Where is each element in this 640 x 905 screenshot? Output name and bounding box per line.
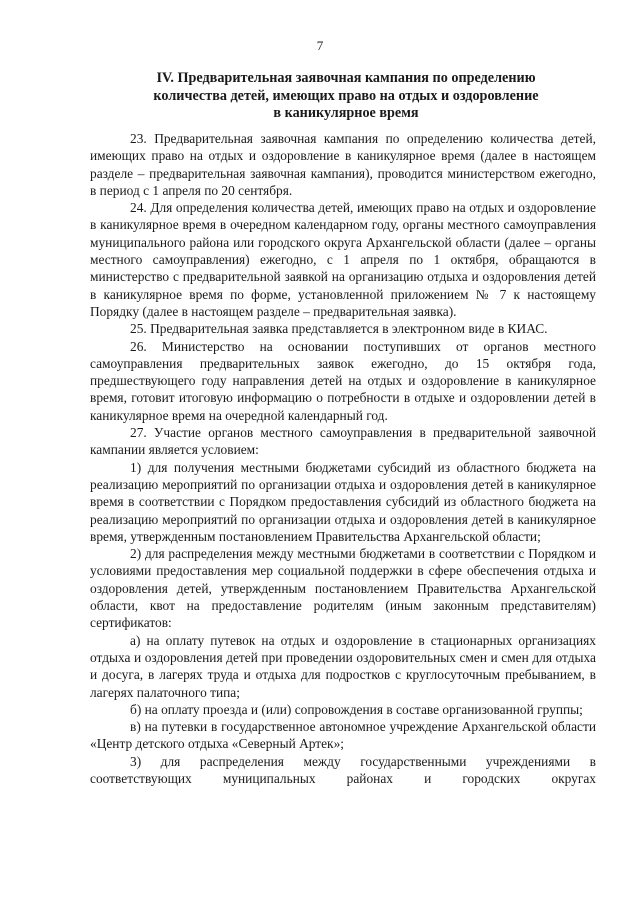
list-item-2: 2) для распределения между местными бюджетами в соответствии с Порядком и условиями предоставления мер социальной поддержки в сфере обеспечения отдыха и оздоровления детей, утвержденным постановлением Правительства Архангельской области, квот на предоставление родителям (иным законным представителям) сертификатов: <box>90 546 596 631</box>
list-item-1: 1) для получения местными бюджетами субсидий из областного бюджета на реализацию мероприятий по организации отдыха и оздоровления детей в каникулярное время в соответствии с Порядком предоставления субсидий из областного бюджета на реализацию мероприятий по организации отдыха и оздоровления детей в каникулярное время, утвержденным постановлением Правительства Архангельской области; <box>90 459 596 544</box>
section-heading-line: в каникулярное время <box>273 105 419 121</box>
paragraph-26: 26. Министерство на основании поступивших от органов местного самоуправления предварительных заявок ежегодно, до 15 октября года, предшествующего году направления детей на отдых и оздоровление в каникулярное время, готовит итоговую информацию о потребности в отдыхе и оздоровлении детей в каникулярное время на очередной календарный год. <box>90 338 596 423</box>
list-item-3: 3) для распределения между государственными учреждениями в соответствующих муниципальных районах и городских округах <box>90 753 596 786</box>
section-heading-line: IV. Предварительная заявочная кампания по определению <box>156 70 536 86</box>
sublist-item-a: а) на оплату путевок на отдых и оздоровление в стационарных организациях отдыха и оздоровления детей при проведении оздоровительных смен и смен для отдыха и досуга, в лагерях труда и отдыха для подростков с круглосуточным пребыванием, в лагерях палаточного типа; <box>90 632 596 700</box>
document-body <box>90 130 596 787</box>
page-number: 7 <box>316 38 324 53</box>
paragraph-25: 25. Предварительная заявка представляется в электронном виде в КИАС. <box>130 321 548 337</box>
paragraph-24: 24. Для определения количества детей, имеющих право на отдых и оздоровление в каникулярное время в очередном календарном году, органы местного самоуправления муниципального района или городского округа Архангельской области (далее – органы местного самоуправления) ежегодно, с 1 апреля по 1 октября, обращаются в министерство с предварительной заявкой на организацию отдыха и оздоровления детей в каникулярное время по форме, установленной приложением № 7 к настоящему Порядку (далее в настоящем разделе – предварительная заявка). <box>90 200 596 319</box>
section-heading-line: количества детей, имеющих право на отдых и оздоровление <box>153 87 539 104</box>
sublist-item-b: б) на оплату проезда и (или) сопровождения в составе организованной группы; <box>130 701 583 717</box>
paragraph-27: 27. Участие органов местного самоуправления в предварительной заявочной кампании является условием: <box>90 425 596 458</box>
sublist-item-v: в) на путевки в государственное автономное учреждение Архангельской области «Центр детского отдыха «Северный Артек»; <box>90 719 596 752</box>
paragraph-23: 23. Предварительная заявочная кампания по определению количества детей, имеющих право на отдых и оздоровление в каникулярное время (далее в настоящем разделе – предварительная заявочная кампания), проводится министерством ежегодно, в период с 1 апреля по 20 сентября. <box>90 131 596 198</box>
section-heading <box>96 70 596 123</box>
